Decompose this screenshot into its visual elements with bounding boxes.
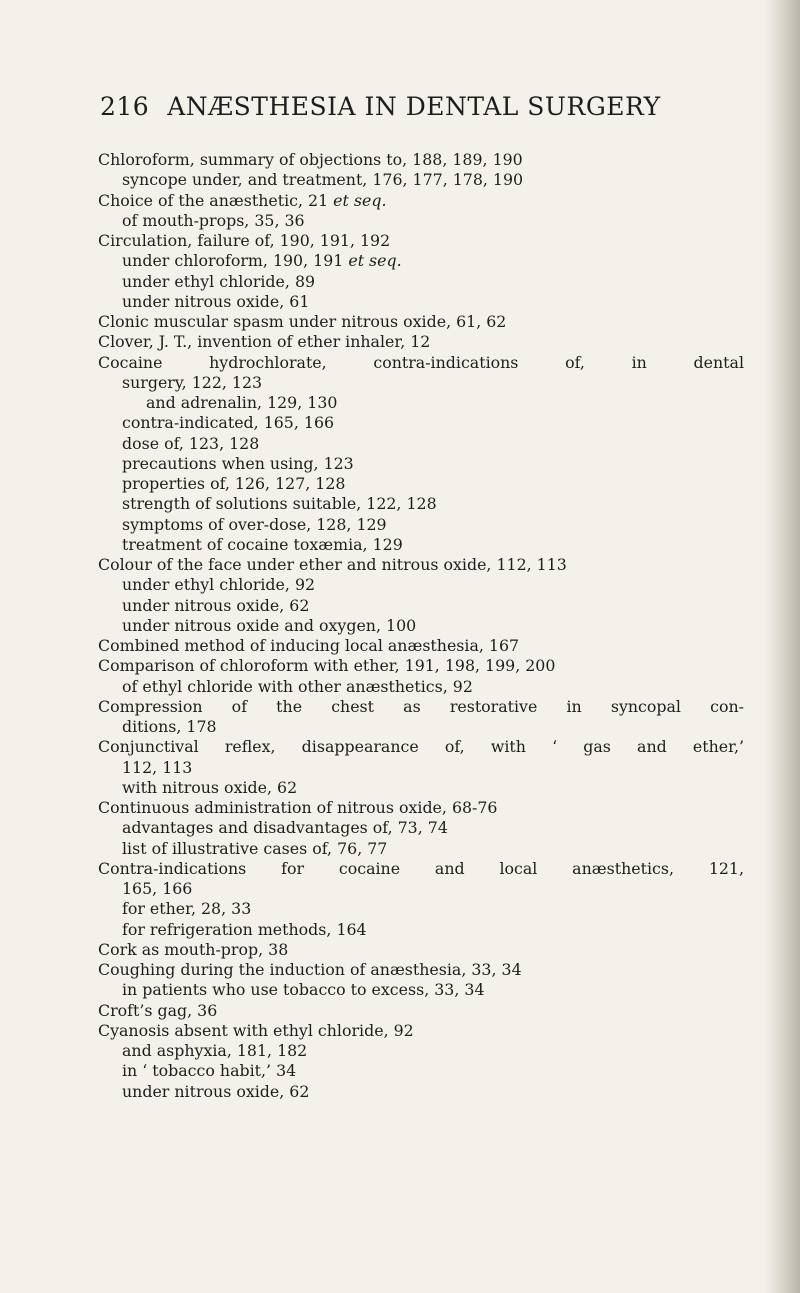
index-entry: Contra-indications for cocaine and local anæsthetics, 121, [98, 858, 744, 878]
index-subentry: and asphyxia, 181, 182 [122, 1041, 308, 1060]
index-entry: Conjunctival reflex, disappearance of, with ‘ gas and ether,’ [98, 737, 744, 757]
index-entry: Chloroform, summary of objections to, 188, 189, 190 [98, 150, 523, 169]
index-subentry: advantages and disadvantages of, 73, 74 [122, 818, 448, 838]
index-entries [98, 150, 744, 1102]
index-entry: Comparison of chloroform with ether, 191, 198, 199, 200 [98, 656, 556, 676]
index-subentry: dose of, 123, 128 [122, 433, 260, 453]
index-subentry: list of illustrative cases of, 76, 77 [122, 838, 388, 858]
index-subentry: contra-indicated, 165, 166 [122, 413, 335, 433]
index-subentry: under nitrous oxide, 61 [122, 291, 310, 311]
index-subentry: treatment of cocaine toxæmia, 129 [122, 534, 403, 554]
index-subentry: for refrigeration methods, 164 [122, 919, 367, 939]
index-subentry: under chloroform, 190, 191 et seq. [122, 251, 402, 271]
running-header [100, 92, 740, 121]
index-subentry: for ether, 28, 33 [122, 899, 252, 919]
index-subentry: under ethyl chloride, 92 [122, 575, 316, 595]
index-entry-continuation: surgery, 122, 123 [122, 372, 263, 392]
index-entry: Croft’s gag, 36 [98, 1000, 218, 1020]
index-entry: Cocaine hydrochlorate, contra-indications of, in dental [98, 352, 744, 372]
index-entry-continuation: 112, 113 [122, 757, 193, 777]
index-entry: Combined method of inducing local anæsthesia, 167 [98, 636, 520, 655]
index-entry: Clonic muscular spasm under nitrous oxide, 61, 62 [98, 312, 507, 331]
index-subentry: properties of, 126, 127, 128 [122, 474, 346, 493]
index-subentry: in ‘ tobacco habit,’ 34 [122, 1061, 297, 1081]
index-entry-continuation: 165, 166 [122, 879, 193, 898]
index-entry: Clover, J. T., invention of ether inhaler, 12 [98, 332, 431, 352]
index-subentry: with nitrous oxide, 62 [122, 777, 298, 797]
index-subentry: under nitrous oxide, 62 [122, 1081, 310, 1101]
index-subentry: under nitrous oxide, 62 [122, 595, 310, 615]
index-entry: Coughing during the induction of anæsthesia, 33, 34 [98, 960, 522, 979]
index-subentry: under nitrous oxide and oxygen, 100 [122, 615, 417, 635]
index-entry: Cork as mouth-prop, 38 [98, 939, 289, 959]
index-subentry: and adrenalin, 129, 130 [146, 393, 338, 412]
index-entry-continuation: ditions, 178 [122, 717, 217, 736]
index-subentry: of mouth-props, 35, 36 [122, 210, 305, 230]
index-entry: Compression of the chest as restorative in syncopal con- [98, 696, 744, 716]
page-number: 216 [100, 92, 150, 121]
index-entry: Colour of the face under ether and nitrous oxide, 112, 113 [98, 555, 567, 574]
index-subentry: syncope under, and treatment, 176, 177, 178, 190 [122, 170, 524, 190]
index-entry: Cyanosis absent with ethyl chloride, 92 [98, 1020, 414, 1040]
index-entry: Choice of the anæsthetic, 21 et seq. [98, 190, 387, 210]
index-entry: Continuous administration of nitrous oxide, 68-76 [98, 798, 498, 817]
page-title: ANÆSTHESIA IN DENTAL SURGERY [167, 92, 661, 121]
index-entry: Circulation, failure of, 190, 191, 192 [98, 231, 391, 250]
index-subentry: of ethyl chloride with other anæsthetics, 92 [122, 676, 473, 696]
index-subentry: under ethyl chloride, 89 [122, 271, 316, 291]
index-subentry: in patients who use tobacco to excess, 33, 34 [122, 980, 485, 1000]
index-subentry: strength of solutions suitable, 122, 128 [122, 494, 437, 514]
index-subentry: precautions when using, 123 [122, 453, 354, 473]
page-edge-shadow [764, 0, 800, 1293]
index-subentry: symptoms of over-dose, 128, 129 [122, 514, 387, 534]
